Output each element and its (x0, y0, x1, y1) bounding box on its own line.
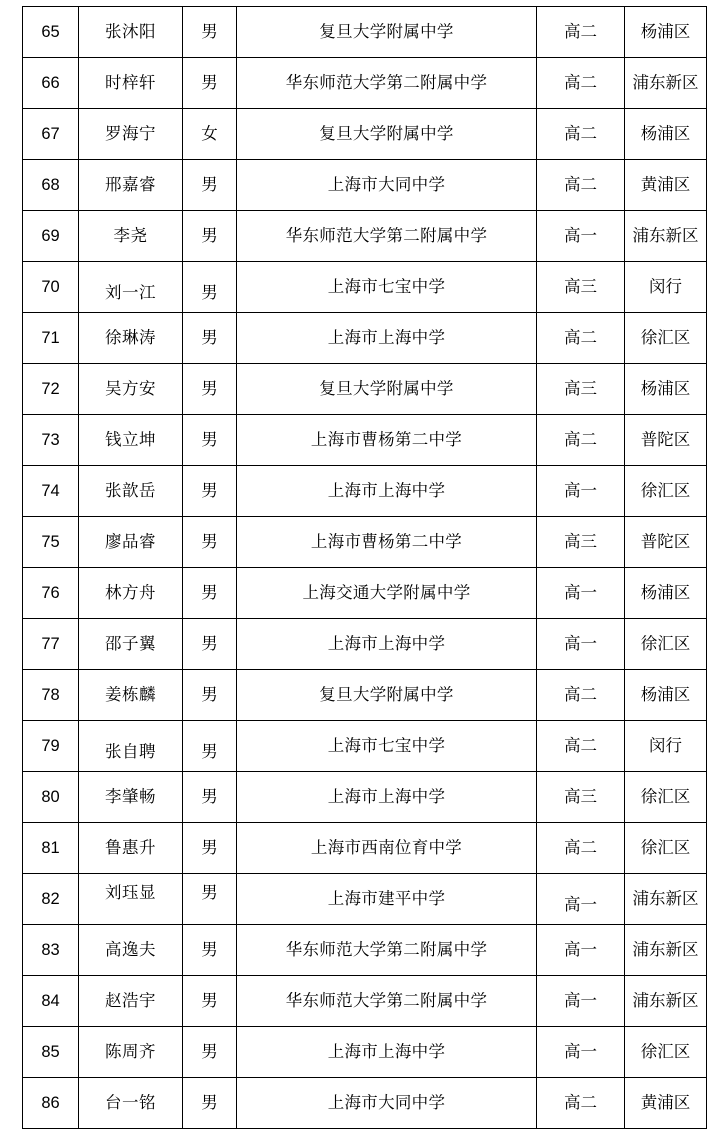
cell-district: 普陀区 (625, 415, 707, 466)
cell-student-name: 张歆岳 (79, 466, 183, 517)
cell-school: 华东师范大学第二附属中学 (237, 925, 537, 976)
cell-serial-number: 70 (23, 262, 79, 313)
cell-district: 杨浦区 (625, 7, 707, 58)
table-row (23, 517, 707, 568)
cell-serial-number: 82 (23, 874, 79, 925)
cell-student-name: 时梓轩 (79, 58, 183, 109)
cell-student-name: 林方舟 (79, 568, 183, 619)
cell-student-name: 赵浩宇 (79, 976, 183, 1027)
cell-grade: 高一 (537, 211, 625, 262)
cell-student-name: 姜栋麟 (79, 670, 183, 721)
cell-grade: 高二 (537, 7, 625, 58)
cell-district: 黄浦区 (625, 160, 707, 211)
cell-gender: 男 (183, 466, 237, 517)
cell-school: 上海市西南位育中学 (237, 823, 537, 874)
cell-student-name: 邢嘉睿 (79, 160, 183, 211)
cell-school: 上海交通大学附属中学 (237, 568, 537, 619)
table-row (23, 721, 707, 772)
cell-district: 徐汇区 (625, 823, 707, 874)
student-roster-table (22, 6, 707, 1129)
cell-grade: 高二 (537, 670, 625, 721)
table-row (23, 1078, 707, 1129)
cell-gender: 男 (183, 925, 237, 976)
cell-serial-number: 74 (23, 466, 79, 517)
cell-serial-number: 76 (23, 568, 79, 619)
cell-school: 复旦大学附属中学 (237, 364, 537, 415)
cell-school: 上海市大同中学 (237, 160, 537, 211)
cell-serial-number: 73 (23, 415, 79, 466)
cell-grade: 高二 (537, 58, 625, 109)
cell-serial-number: 84 (23, 976, 79, 1027)
cell-gender: 男 (183, 160, 237, 211)
cell-district: 徐汇区 (625, 1027, 707, 1078)
table-row (23, 466, 707, 517)
cell-serial-number: 65 (23, 7, 79, 58)
cell-grade: 高二 (537, 721, 625, 772)
cell-student-name: 邵子翼 (79, 619, 183, 670)
cell-gender: 男 (183, 211, 237, 262)
cell-district: 闵行 (625, 721, 707, 772)
cell-serial-number: 68 (23, 160, 79, 211)
cell-school: 上海市曹杨第二中学 (237, 517, 537, 568)
cell-gender: 男 (183, 619, 237, 670)
table-row (23, 619, 707, 670)
cell-student-name: 高逸夫 (79, 925, 183, 976)
cell-school: 上海市大同中学 (237, 1078, 537, 1129)
cell-gender: 男 (183, 568, 237, 619)
cell-district: 浦东新区 (625, 874, 707, 925)
cell-student-name: 李肇畅 (79, 772, 183, 823)
cell-school: 复旦大学附属中学 (237, 109, 537, 160)
cell-serial-number: 79 (23, 721, 79, 772)
cell-grade: 高一 (537, 568, 625, 619)
cell-serial-number: 72 (23, 364, 79, 415)
cell-gender: 男 (183, 670, 237, 721)
table-row (23, 415, 707, 466)
cell-student-name: 陈周齐 (79, 1027, 183, 1078)
cell-gender: 男 (183, 772, 237, 823)
cell-student-name: 吴方安 (79, 364, 183, 415)
cell-district: 徐汇区 (625, 313, 707, 364)
cell-district: 浦东新区 (625, 58, 707, 109)
cell-gender: 男 (183, 7, 237, 58)
table-row (23, 874, 707, 925)
cell-grade: 高一 (537, 466, 625, 517)
table-row (23, 160, 707, 211)
cell-grade: 高二 (537, 160, 625, 211)
cell-gender: 男 (183, 823, 237, 874)
cell-student-name: 钱立坤 (79, 415, 183, 466)
cell-district: 普陀区 (625, 517, 707, 568)
cell-grade: 高三 (537, 772, 625, 823)
cell-district: 杨浦区 (625, 568, 707, 619)
table-row (23, 7, 707, 58)
cell-serial-number: 69 (23, 211, 79, 262)
cell-grade: 高二 (537, 313, 625, 364)
cell-gender: 男 (183, 517, 237, 568)
cell-school: 华东师范大学第二附属中学 (237, 976, 537, 1027)
cell-serial-number: 78 (23, 670, 79, 721)
cell-student-name: 徐琳涛 (79, 313, 183, 364)
cell-grade: 高二 (537, 1078, 625, 1129)
table-row (23, 58, 707, 109)
table-row (23, 568, 707, 619)
cell-gender: 男 (183, 58, 237, 109)
cell-grade: 高一 (537, 874, 625, 925)
cell-serial-number: 67 (23, 109, 79, 160)
cell-gender: 男 (183, 1078, 237, 1129)
cell-district: 徐汇区 (625, 466, 707, 517)
cell-school: 上海市曹杨第二中学 (237, 415, 537, 466)
cell-school: 复旦大学附属中学 (237, 670, 537, 721)
cell-gender: 男 (183, 262, 237, 313)
cell-district: 浦东新区 (625, 211, 707, 262)
cell-school: 上海市上海中学 (237, 313, 537, 364)
cell-grade: 高一 (537, 619, 625, 670)
cell-serial-number: 75 (23, 517, 79, 568)
cell-school: 上海市建平中学 (237, 874, 537, 925)
cell-student-name: 刘珏显 (79, 874, 183, 925)
cell-gender: 男 (183, 976, 237, 1027)
cell-school: 华东师范大学第二附属中学 (237, 211, 537, 262)
cell-serial-number: 86 (23, 1078, 79, 1129)
cell-gender: 男 (183, 364, 237, 415)
cell-gender: 男 (183, 721, 237, 772)
cell-gender: 男 (183, 415, 237, 466)
cell-gender: 男 (183, 874, 237, 925)
cell-grade: 高二 (537, 109, 625, 160)
table-row (23, 262, 707, 313)
cell-student-name: 廖品睿 (79, 517, 183, 568)
cell-school: 上海市上海中学 (237, 1027, 537, 1078)
roster-body (23, 7, 707, 1129)
cell-school: 上海市上海中学 (237, 466, 537, 517)
cell-serial-number: 66 (23, 58, 79, 109)
cell-district: 黄浦区 (625, 1078, 707, 1129)
cell-district: 徐汇区 (625, 619, 707, 670)
cell-district: 浦东新区 (625, 925, 707, 976)
table-row (23, 211, 707, 262)
cell-district: 杨浦区 (625, 364, 707, 415)
cell-student-name: 张沐阳 (79, 7, 183, 58)
table-row (23, 823, 707, 874)
cell-gender: 男 (183, 313, 237, 364)
cell-serial-number: 85 (23, 1027, 79, 1078)
table-row (23, 364, 707, 415)
cell-student-name: 罗海宁 (79, 109, 183, 160)
table-row (23, 925, 707, 976)
table-row (23, 109, 707, 160)
cell-school: 上海市上海中学 (237, 772, 537, 823)
table-row (23, 313, 707, 364)
cell-school: 复旦大学附属中学 (237, 7, 537, 58)
cell-serial-number: 81 (23, 823, 79, 874)
cell-serial-number: 77 (23, 619, 79, 670)
cell-grade: 高二 (537, 823, 625, 874)
cell-grade: 高一 (537, 925, 625, 976)
cell-student-name: 刘一江 (79, 262, 183, 313)
cell-district: 杨浦区 (625, 109, 707, 160)
cell-grade: 高三 (537, 262, 625, 313)
cell-serial-number: 80 (23, 772, 79, 823)
cell-gender: 女 (183, 109, 237, 160)
cell-student-name: 台一铭 (79, 1078, 183, 1129)
cell-district: 杨浦区 (625, 670, 707, 721)
cell-serial-number: 83 (23, 925, 79, 976)
cell-grade: 高三 (537, 364, 625, 415)
table-row (23, 976, 707, 1027)
cell-grade: 高二 (537, 415, 625, 466)
cell-serial-number: 71 (23, 313, 79, 364)
cell-grade: 高三 (537, 517, 625, 568)
cell-grade: 高一 (537, 976, 625, 1027)
table-row (23, 772, 707, 823)
table-row (23, 670, 707, 721)
cell-gender: 男 (183, 1027, 237, 1078)
cell-district: 徐汇区 (625, 772, 707, 823)
table-row (23, 1027, 707, 1078)
cell-district: 浦东新区 (625, 976, 707, 1027)
cell-school: 上海市七宝中学 (237, 721, 537, 772)
cell-school: 华东师范大学第二附属中学 (237, 58, 537, 109)
cell-district: 闵行 (625, 262, 707, 313)
document-page (0, 6, 721, 1134)
cell-grade: 高一 (537, 1027, 625, 1078)
cell-school: 上海市七宝中学 (237, 262, 537, 313)
cell-student-name: 鲁惠升 (79, 823, 183, 874)
cell-school: 上海市上海中学 (237, 619, 537, 670)
cell-student-name: 李尧 (79, 211, 183, 262)
cell-student-name: 张自聘 (79, 721, 183, 772)
